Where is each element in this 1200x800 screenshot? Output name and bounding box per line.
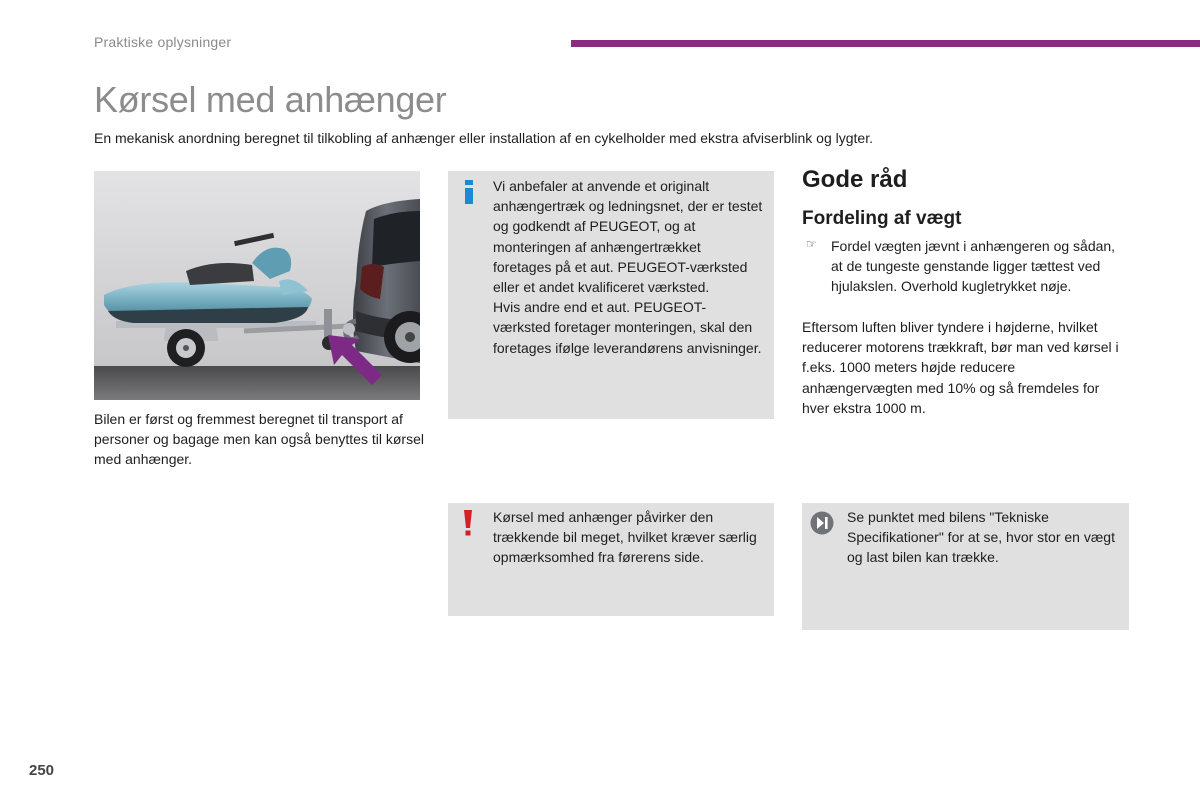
tips-subheading: Fordeling af vægt <box>802 208 962 229</box>
illustration-caption: Bilen er først og fremmest beregnet til transport af personer og bagage men kan også benyttes til kørsel med anhænger. <box>94 411 424 467</box>
section-label: Praktiske oplysninger <box>94 34 232 50</box>
tip-paragraph: Eftersom luften bliver tyndere i højderne, hvilket reducerer motorens trækkraft, bør man ved kørsel i f.eks. 1000 meters højde reducere anhængervægten med 10% og så fremdeles for hver ekstra 1000 m. <box>802 319 1119 416</box>
page-number: 250 <box>29 762 55 779</box>
tip-bullet-text: Fordel vægten jævnt i anhængeren og sådan, at de tungeste genstande ligger tættest ved hjulakslen. Overhold kugletrykket nøje. <box>831 238 1116 295</box>
header-accent-bar <box>571 40 1200 47</box>
warning-text: Kørsel med anhænger påvirker den trækkende bil meget, hvilket kræver særlig opmærksomhed fra førerens side. <box>493 509 757 566</box>
tips-heading: Gode råd <box>802 166 908 193</box>
page-title: Kørsel med anhænger <box>94 79 447 120</box>
intro-text: En mekanisk anordning beregnet til tilkobling af anhænger eller installation af en cykelholder med ekstra afviserblink og lygter. <box>94 130 873 146</box>
info-paragraph: Vi anbefaler at anvende et originalt anhængertræk og ledningsnet, der er testet og godkendt af PEUGEOT, og at monteringen af anhængertrækket foretages på et aut. PEUGEOT-værksted eller et andet kvalificeret værksted. <box>493 178 763 296</box>
exclamation-icon <box>463 510 473 536</box>
info-icon <box>462 180 476 204</box>
trailer-illustration <box>94 171 420 400</box>
hand-pointer-icon: ☞ <box>806 237 817 251</box>
info-paragraph: Hvis andre end et aut. PEUGEOT-værksted foretager monteringen, skal den foretages ifølge leverandørens anvisninger. <box>493 299 762 356</box>
reference-text: Se punktet med bilens "Tekniske Specifikationer" for at se, hvor stor en vægt og last bilen kan trække. <box>847 509 1115 566</box>
info-text <box>493 176 763 358</box>
skip-forward-icon <box>810 511 834 535</box>
